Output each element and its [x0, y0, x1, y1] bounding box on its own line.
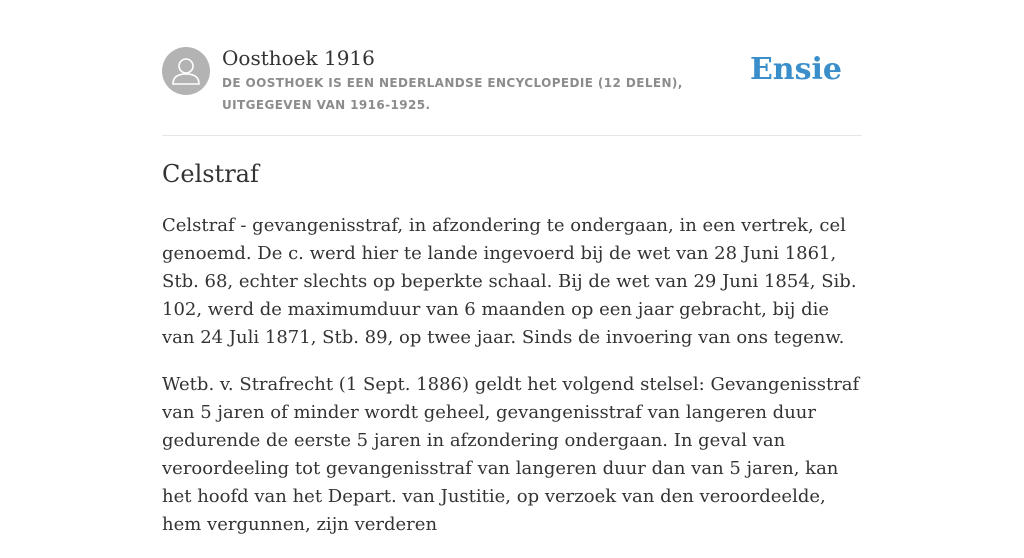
- article-title: Celstraf: [162, 160, 259, 188]
- source-avatar[interactable]: [162, 47, 210, 95]
- article-paragraph: Wetb. v. Strafrecht (1 Sept. 1886) geldt het volgend stelsel: Gevangenisstraf van 5 jaren of minder wordt geheel, gevangenisstraf van langeren duur gedurende de eerste 5 jaren in afzondering ondergaan. In geval van veroordeeling tot gevangenisstraf van langeren duur dan van 5 jaren, kan het hoofd van het Depart. van Justitie, op verzoek van den veroordeelde, hem vergunnen, zijn verderen: [162, 374, 860, 535]
- source-title[interactable]: Oosthoek 1916: [222, 46, 375, 70]
- source-header: [162, 46, 862, 136]
- divider: [162, 135, 862, 136]
- article-body: [162, 212, 862, 558]
- person-icon: [162, 47, 210, 95]
- article-paragraph: Celstraf - gevangenisstraf, in afzondering te ondergaan, in een vertrek, cel genoemd. De c. werd hier te lande ingevoerd bij de wet van 28 Juni 1861, Stb. 68, echter slechts op beperkte schaal. Bij de wet van 29 Juni 1854, Sib. 102, werd de maximumduur van 6 maanden op een jaar gebracht, bij die van 24 Juli 1871, Stb. 89, op twee jaar. Sinds de invoering van ons tegenw.: [162, 215, 857, 348]
- ensie-logo[interactable]: Ensie: [749, 52, 842, 87]
- source-description: DE OOSTHOEK IS EEN NEDERLANDSE ENCYCLOPEDIE (12 DELEN), UITGEGEVEN VAN 1916-1925.: [222, 76, 683, 112]
